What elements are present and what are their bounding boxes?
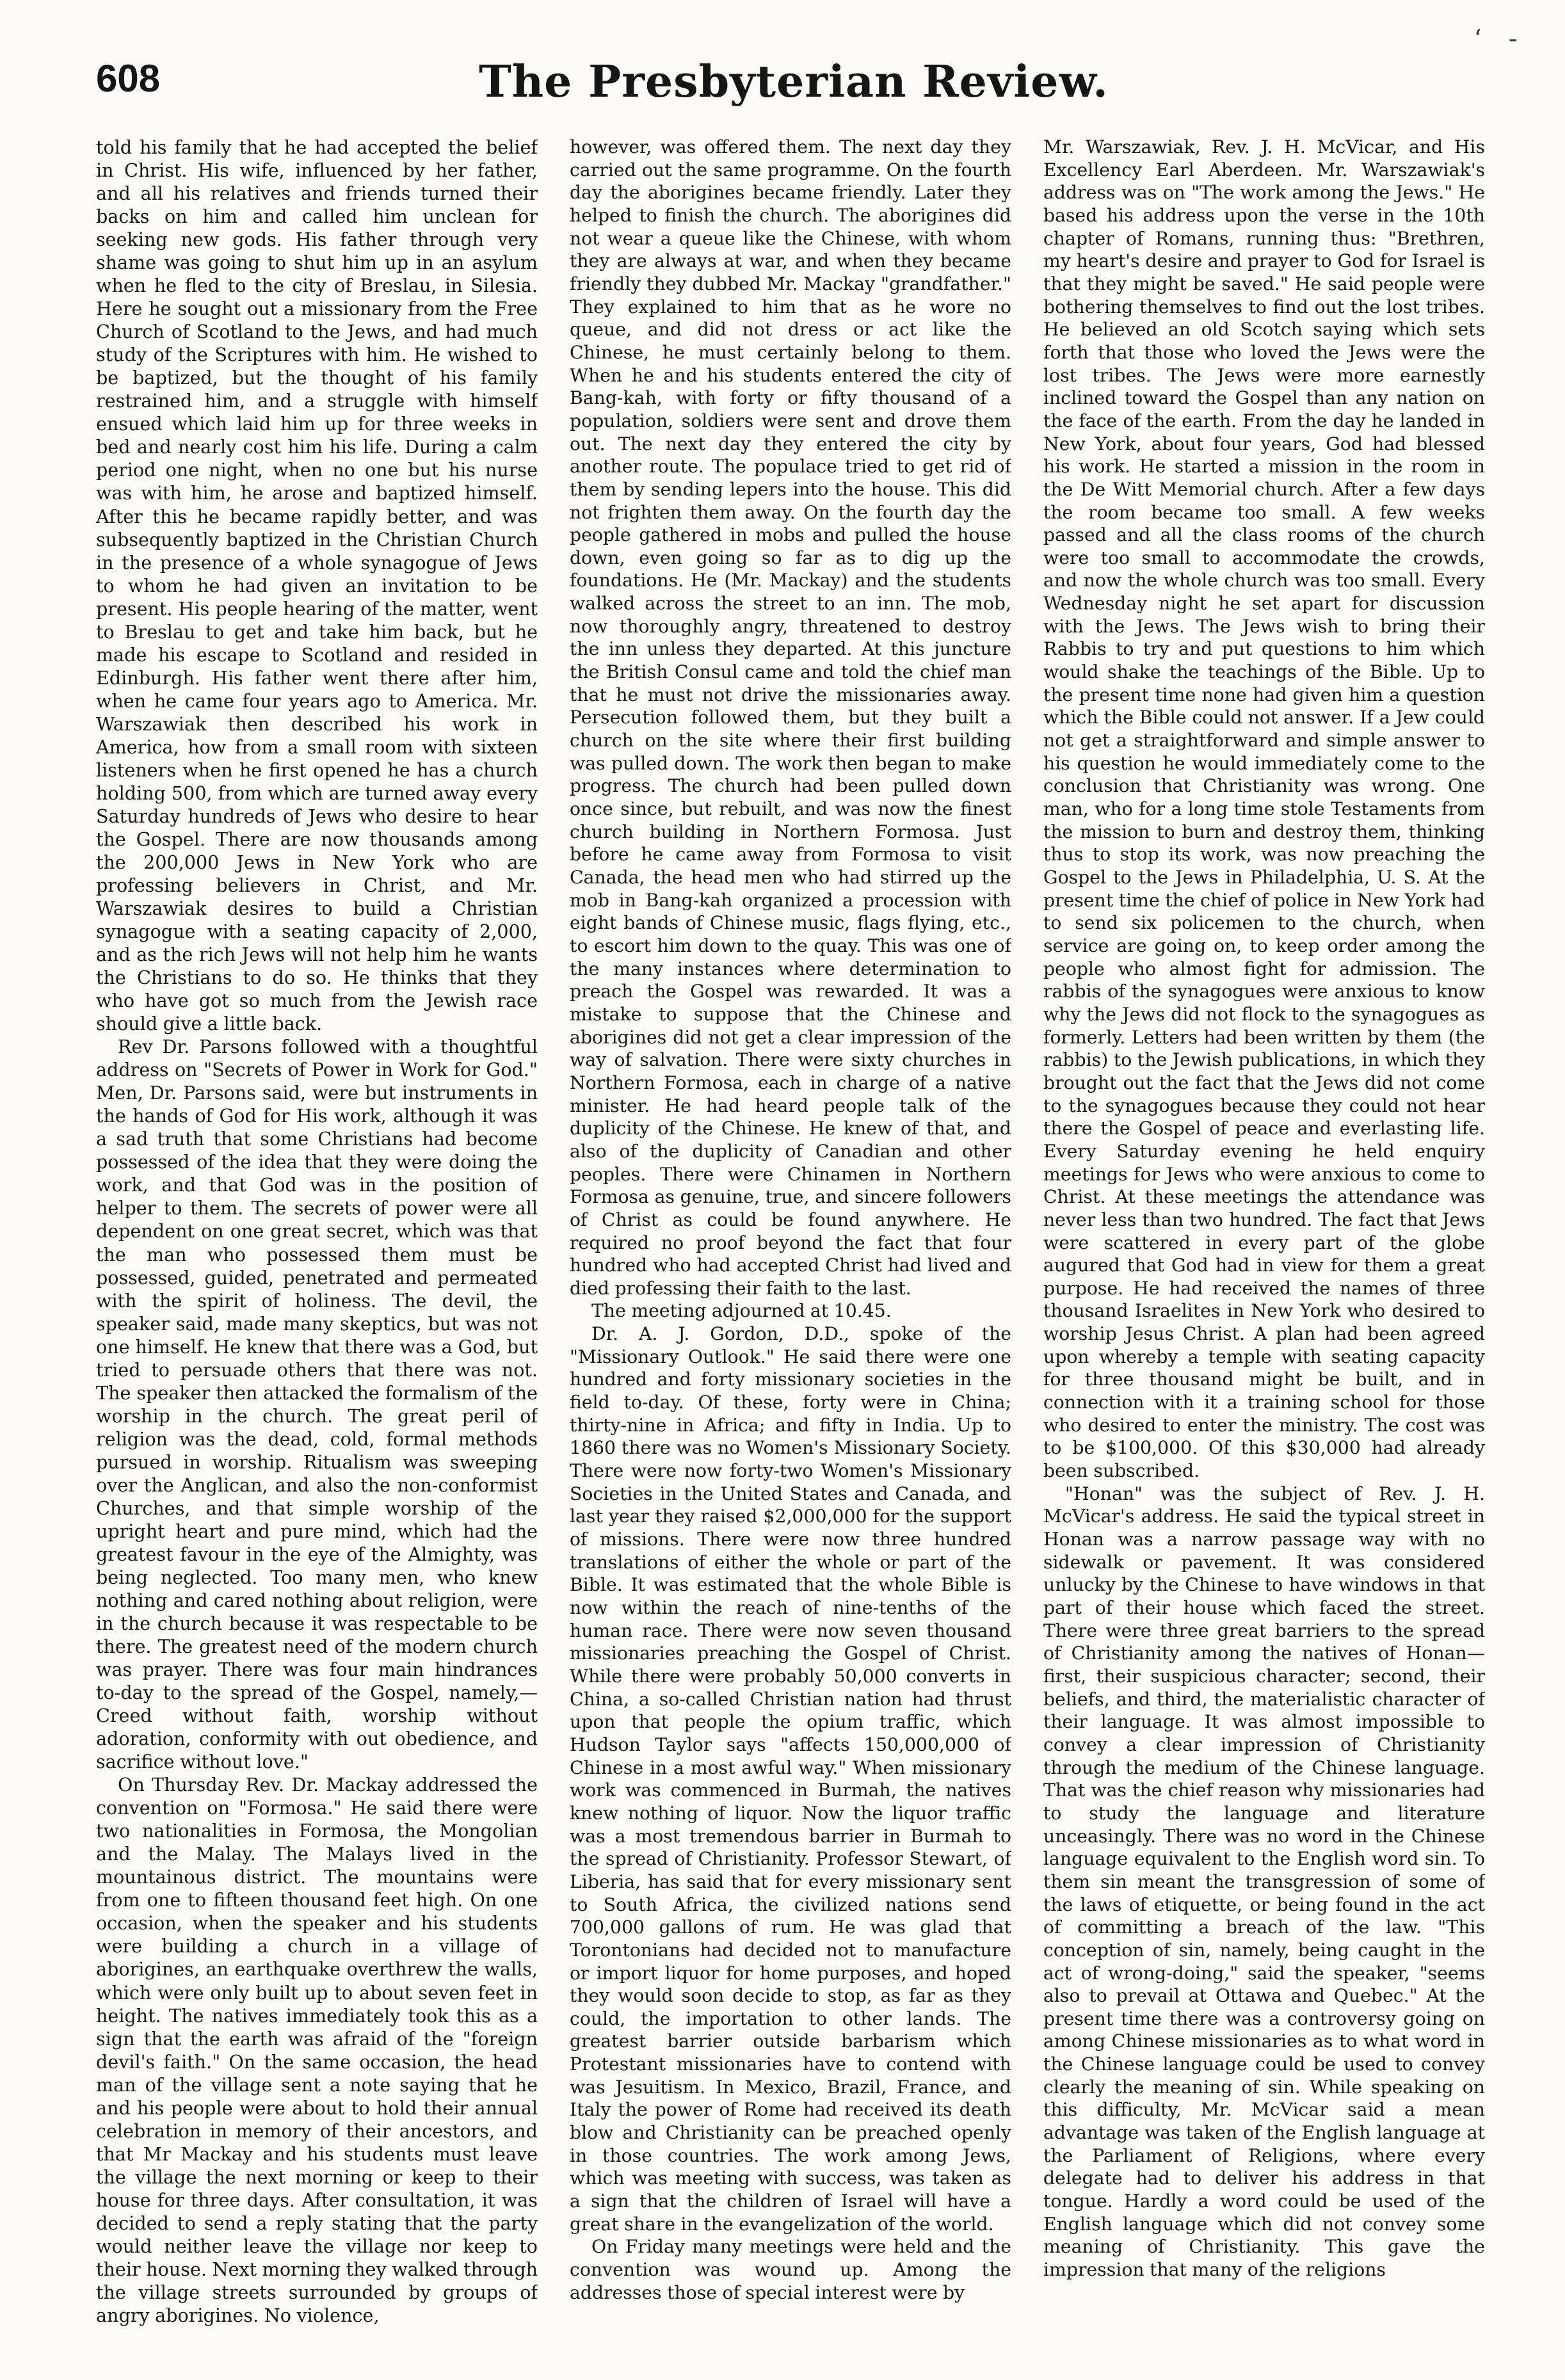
paragraph: "Honan" was the subject of Rev. J. H. McVicar's address. He said the typical street in Honan was a narrow passage way with no sidewalk or pavement. It was considered unlucky by the Chinese to have windows in that part of their house which faced the street. There were three great barriers to the spread of Christianity among the natives of Honan—first, their suspicious character; second, their beliefs, and third, the materialistic character of their language. It was almost impossible to convey a clear impression of Christianity through the medium of the Chinese language. That was the chief reason why missionaries had to study the language and literature unceasingly. There was no word in the Chinese language equivalent to the English word sin. To them sin meant the transgression of some of the laws of etiquette, or being found in the act of committing a breach of the law. "This conception of sin, namely, being caught in the act of wrong-doing," said the speaker, "seems also to prevail at Ottawa and Quebec." At the present time there was a controversy going on among Chinese missionaries as to what word in the Chinese language could be used to convey clearly the meaning of sin. While speaking on this difficulty, Mr. McVicar said a mean advantage was taken of the English language at the Parliament of Religions, where every delegate had to deliver his address in that tongue. Hardly a word could be used of the English language which did not convey some meaning of Christianity. This gave the impression that many of the religions bbox=[1043, 1483, 1485, 2281]
paragraph: On Friday many meetings were held and the convention was wound up. Among the addresses those of special interest were by bbox=[570, 2236, 1011, 2303]
paragraph: On Thursday Rev. Dr. Mackay addressed the convention on "Formosa." He said there were two nationalities in Formosa, the Mongolian and the Malay. The Malays lived in the mountainous district. The mountains were from one to fifteen thousand feet high. On one occasion, when the speaker and his students were building a church in a village of aborigines, an earthquake overthrew the walls, which were only built up to about seven feet in height. The natives immediately took this as a sign that the earth was afraid of the "foreign devil's faith." On the same occasion, the head man of the village sent a note saying that he and his people were about to hold their annual celebration in memory of their ancestors, and that Mr Mackay and his students must leave the village the next morning or keep to their house for three days. After consultation, it was decided to send a reply stating that the party would neither leave the village nor keep to their house. Next morning they walked through the village streets surrounded by groups of angry aborigines. No violence, bbox=[96, 1774, 538, 2326]
paragraph: Mr. Warszawiak, Rev. J. H. McVicar, and His Excellency Earl Aberdeen. Mr. Warszawiak's address was on "The work among the Jews." He based his address upon the verse in the 10th chapter of Romans, running thus: "Brethren, my heart's desire and prayer to God for Israel is that they might be saved." He said people were bothering themselves to find out the lost tribes. He believed an old Scotch saying which sets forth that those who loved the Jews were the lost tribes. The Jews were more earnestly inclined toward the Gospel than any nation on the face of the earth. From the day he landed in New York, about four years, God had blessed his work. He started a mission in the room in the De Witt Memorial church. After a few days the room became too small. A few weeks passed and all the class rooms of the church were too small to accommodate the crowds, and now the whole church was too small. Every Wednesday night he set apart for discussion with the Jews. The Jews wish to bring their Rabbis to try and put questions to him which would shake the teachings of the Bible. Up to the present time none had given him a question which the Bible could not answer. If a Jew could not get a straightforward and simple answer to his question he would immediately come to the conclusion that Christianity was wrong. One man, who for a long time stole Testaments from the mission to burn and destroy them, thinking thus to stop its work, was now preaching the Gospel to the Jews in Philadelphia, U. S. At the present time the chief of police in New York had to send six policemen to the church, when service are going on, to keep order among the people who almost fight for admission. The rabbis of the synagogues were anxious to know why the Jews did not flock to the synagogues as formerly. Letters had been written by them (the rabbis) to the Jewish publications, in which they brought out the fact that the Jews did not come to the synagogues because they could not hear there the Gospel of peace and everlasting life. Every Saturday evening he held enquiry meetings for Jews who were anxious to come to Christ. At these meetings the attendance was never less than two hundred. The fact that Jews were scattered in every part of the globe augured that God had in view for them a great purpose. He had received the names of three thousand Israelites in New York who desired to worship Jesus Christ. A plan had been agreed upon whereby a temple with seating capacity for three thousand might be built, and in connection with it a training school for those who desired to enter the ministry. The cost was to be $100,000. Of this $30,000 had already been subscribed. bbox=[1043, 136, 1485, 1482]
paragraph: told his family that he had accepted the belief in Christ. His wife, influenced by her father, and all his relatives and friends turned their backs on him and called him unclean for seeking new gods. His father through very shame was going to shut him up in an asylum when he fled to the city of Breslau, in Silesia. Here he sought out a missionary from the Free Church of Scotland to the Jews, and had much study of the Scriptures with him. He wished to be baptized, but the thought of his family restrained him, and a struggle with himself ensued which laid him up for three weeks in bed and nearly cost him his life. During a calm period one night, when no one but his nurse was with him, he arose and baptized himself. After this he became rapidly better, and was subsequently baptized in the Christian Church in the presence of a whole synagogue of Jews to whom he had given an invitation to be present. His people hearing of the matter, went to Breslau to get and take him back, but he made his escape to Scotland and resided in Edinburgh. His father went there after him, when he came four years ago to America. Mr. Warszawiak then described his work in America, how from a small room with sixteen listeners when he first opened he has a church holding 500, from which are turned away every Saturday hundreds of Jews who desire to hear the Gospel. There are now thousands among the 200,000 Jews in New York who are professing believers in Christ, and Mr. Warszawiak desires to build a Christian synagogue with a seating capacity of 2,000, and as the rich Jews will not help him he wants the Christians to do so. He thinks that they who have got so much from the Jewish race should give a little back. bbox=[96, 136, 538, 1035]
paragraph: Rev Dr. Parsons followed with a thoughtful address on "Secrets of Power in Work for God." Men, Dr. Parsons said, were but instruments in the hands of God for His work, although it was a sad truth that some Christians had become possessed of the idea that they were doing the work, and that God was in the position of helper to them. The secrets of power were all dependent on one great secret, which was that the man who possessed them must be possessed, guided, penetrated and permeated with the spirit of holiness. The devil, the speaker said, made many skeptics, but was not one himself. He knew that there was a God, but tried to persuade others that there was not. The speaker then attacked the formalism of the worship in the church. The great peril of religion was the dead, cold, formal methods pursued in worship. Ritualism was sweeping over the Anglican, and also the non-conformist Churches, and that simple worship of the upright heart and pure mind, which had the greatest favour in the eye of the Almighty, was being neglected. Too many men, who knew nothing and cared nothing about religion, were in the church because it was respectable to be there. The greatest need of the modern church was prayer. There was four main hindrances to-day to the spread of the Gospel, namely,—Creed without faith, worship without adoration, conformity with out obedience, and sacrifice without love." bbox=[96, 1036, 538, 1773]
page-number: 608 bbox=[96, 57, 161, 100]
paragraph: The meeting adjourned at 10.45. bbox=[591, 1300, 892, 1322]
column-3 bbox=[1043, 136, 1485, 2338]
paragraph: Dr. A. J. Gordon, D.D., spoke of the "Missionary Outlook." He said there were one hundred and forty missionary societies in the field to-day. Of these, forty were in China; thirty-nine in Africa; and fifty in India. Up to 1860 there was no Women's Missionary Society. There were now forty-two Women's Missionary Societies in the United States and Canada, and last year they raised $2,000,000 for the support of missions. There were now three hundred translations of either the whole or part of the Bible. It was estimated that the whole Bible is now within the reach of nine-tenths of the human race. There were now seven thousand missionaries preaching the Gospel of Christ. While there were probably 50,000 converts in China, a so-called Christian nation had thrust upon that people the opium traffic, which Hudson Taylor says "affects 150,000,000 of Chinese in a most awful way." When missionary work was commenced in Burmah, the natives knew nothing of liquor. Now the liquor traffic was a most tremendous barrier in Burmah to the spread of Christianity. Professor Stewart, of Liberia, has said that for every missionary sent to South Africa, the civilized nations send 700,000 gallons of rum. He was glad that Torontonians had decided not to manufacture or import liquor for home purposes, and hoped they would soon decide to stop, as far as they could, the importation to other lands. The greatest barrier outside barbarism which Protestant missionaries have to contend with was Jesuitism. In Mexico, Brazil, France, and Italy the power of Rome had received its death blow and Christianity can be preached openly in those countries. The work among Jews, which was meeting with success, was taken as a sign that the children of Israel will have a great share in the evangelization of the world. bbox=[570, 1323, 1011, 2235]
journal-title: The Presbyterian Review. bbox=[479, 56, 1109, 108]
paragraph: however, was offered them. The next day they carried out the same programme. On the fourth day the aborigines became friendly. Later they helped to finish the church. The aborigines did not wear a queue like the Chinese, with whom they are always at war, and when they became friendly they dubbed Mr. Mackay "grandfather." They explained to him that as he wore no queue, and did not dress or act like the Chinese, he must certainly belong to them. When he and his students entered the city of Bang-kah, with forty or fifty thousand of a population, soldiers were sent and drove them out. The next day they entered the city by another route. The populace tried to get rid of them by sending lepers into the house. This did not frighten them away. On the fourth day the people gathered in mobs and pulled the house down, even going so far as to dig up the foundations. He (Mr. Mackay) and the students walked across the street to an inn. The mob, now thoroughly angry, threatened to destroy the inn unless they departed. At this juncture the British Consul came and told the chief man that he must not drive the missionaries away. Persecution followed them, but they built a church on the site where their first building was pulled down. The work then began to make progress. The church had been pulled down once since, but rebuilt, and was now the finest church building in Northern Formosa. Just before he came away from Formosa to visit Canada, the head men who had stirred up the mob in Bang-kah organized a procession with eight bands of Chinese music, flags flying, etc., to escort him down to the quay. This was one of the many instances where determination to preach the Gospel was rewarded. It was a mistake to suppose that the Chinese and aborigines did not get a clear impression of the way of salvation. There were sixty churches in Northern Formosa, each in charge of a native minister. He had heard people talk of the duplicity of the Chinese. He knew of that, and also of the duplicity of Canadian and other peoples. There were Chinamen in Northern Formosa as genuine, true, and sincere followers of Christ as could be found anywhere. He required no proof beyond the fact that four hundred who had accepted Christ had lived and died professing their faith to the last. bbox=[570, 136, 1011, 1299]
article-columns bbox=[96, 136, 1491, 2338]
corner-mark: ‘ - bbox=[1474, 24, 1527, 54]
column-2 bbox=[570, 136, 1011, 2338]
page-header bbox=[96, 56, 1491, 120]
column-1 bbox=[96, 136, 538, 2338]
